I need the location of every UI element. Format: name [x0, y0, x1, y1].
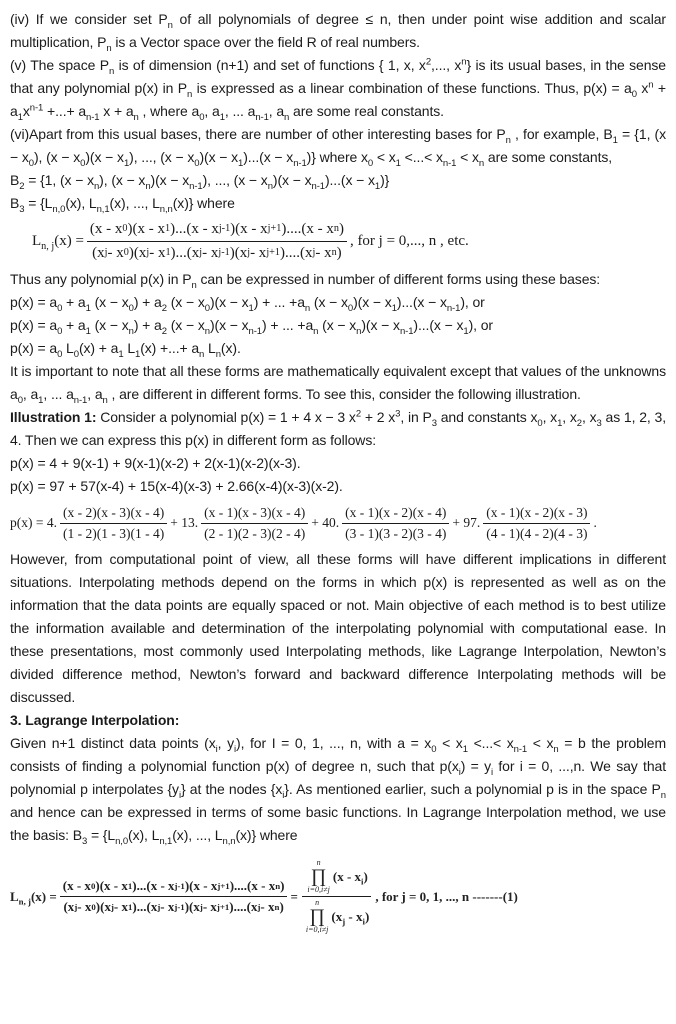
product-lower-limit: i=0,i≠j — [307, 885, 330, 895]
term-coefficient: p(x) = 4. — [10, 515, 57, 531]
term-coefficient: + 40. — [311, 515, 340, 531]
term-coefficient: + 97. — [452, 515, 481, 531]
product-fraction — [301, 859, 372, 934]
poly-form-newton-backward: $p(x) = a_0 + a_1$ $(x - x_n) + a_2$ $(x - x_n)(x - x_{n-1})$ + ... $+a_n$ $(x - x_n)(x - x_{n-1})...(x - x_1)$, or — [10, 316, 493, 337]
example-newton-backward-line: p(x) = 97 + 57(x-4) + 15(x-4)(x-3) + 2.66(x-4)(x-3)(x-2). — [10, 477, 343, 494]
illustration-text: Consider a polynomial p(x) = 1 + 4 x − 3 $x^2 + 2$ $x^3$, in $P_3$ and constants $x_0$, $x_1$, $x_2$, $x_3$ as 1, 2, 3, 4. Then we can express this p(x) in different form as follows: — [10, 407, 666, 448]
poly-form-newton-forward: $p(x) = a_0 + a_1$ $(x - x_0) + a_2$ $(x - x_0)(x - x_1)$ + ... $+a_n$ $(x - x_0)(x - x_1)...(x - x_{n-1})$, or — [10, 293, 485, 314]
product-denominator — [301, 897, 372, 934]
product-symbol — [307, 859, 329, 894]
fraction — [342, 505, 449, 544]
lagrange-basis-definition-formula — [10, 859, 666, 934]
fraction-denominator: (2 - 1)(2 - 3)(2 - 4) — [204, 526, 306, 542]
paragraph-vi: (vi)Apart from this usual bases, there are number of other interesting bases for $P_n$ , for example, $B_1 = \{1$, $(x - x_0)$, $(x - x_0)(x - x_1)$, ..., $(x - x_0)(x - x_1)...(x - x_{n-1})$} where $x_0 < x_1$ <...< $x_{n-1} < x_n$ are some constants, — [10, 126, 667, 169]
product-body: $(x - x_i)$ — [332, 868, 368, 887]
fraction-denominator: (x j - x 0 )(x j - x 1 )...(x j - x j-1 )(x j - x j+1 )....(x j - x n ) — [92, 244, 342, 261]
basis-b3-line: $B_3 = \{L_{n,0}(x)$, $L_{n,1}(x)$, ..., $L_{n,n}(x)$} where — [10, 195, 235, 215]
fraction-denominator: (1 - 2)(1 - 3)(1 - 4) — [62, 526, 165, 542]
formula-lhs: $L_{n, j}(x)$ = — [32, 232, 84, 252]
product-symbol — [306, 899, 328, 934]
fraction-numerator: (x - 2)(x - 3)(x - 4) — [60, 505, 167, 525]
fraction-numerator: (x - x 0 )(x - x 1 )...(x - x j-1 )(x - x j+1 )....(x - x n ) — [60, 878, 288, 897]
fraction-denominator: (4 - 1)(4 - 2)(4 - 3) — [486, 526, 588, 542]
product-numerator — [302, 859, 370, 897]
fraction-numerator: (x - 1)(x - 2)(x - 4) — [342, 505, 449, 525]
fraction — [201, 505, 308, 544]
section-3-heading: 3. Lagrange Interpolation: — [10, 712, 180, 729]
illustration-1-paragraph — [10, 406, 666, 452]
illustration-label: Illustration 1: — [10, 408, 97, 425]
paragraph-lagrange-interpolation: Given n+1 distinct data points ($x_i$, $y_i$), for I = 0, 1, ..., n, with $a = x_0 < x_1$ <...< $x_{n-1} < x_n = b$ the problem consists of finding a polynomial function p(x) of degree n, such that $p(x_i) = y_i$ for i = 0, ...,n. We say that polynomial p interpolates $\{y_i\}$ at the nodes $\{x_i\}$. As mentioned earlier, such a polynomial p is in the space $P_n$ and hence can be expressed in terms of some basic functions. In Lagrange Interpolation method, we use the basis: $B_3 = \{L_{n,0}(x)$, $L_{n,1}(x)$, ..., $L_{n,n}(x)$} where — [10, 735, 667, 848]
basis-b2-line: $B_2 = \{1$, $(x - x_n)$, $(x - x_n)(x - x_{n-1})$, ..., $(x - x_n)(x - x_{n-1})...(x - x_1)$} — [10, 172, 390, 192]
formula-rhs: , for j = 0, 1, ..., n -------(1) — [375, 888, 518, 904]
paragraph-computational: However, from computational point of view, all these forms will have different implications in different situations. Interpolating methods depend on the forms in which p(x) is represented as well as on the information that the data points are equally spaced or not. Main objective of each method is to best utilize the information available and determination of the interpolating polynomial with computational ease. In these presentations, most commonly used Interpolating methods, like Lagrange Interpolation, Newton’s divided difference method, Newton’s forward and backward difference Interpolating methods will be discussed. — [10, 551, 666, 706]
product-upper-limit: n — [315, 898, 320, 908]
fraction — [483, 505, 590, 544]
lagrange-basis-formula — [32, 220, 666, 263]
paragraph-v: (v) The space $P_n$ is of dimension (n+1) and set of functions { 1, x, $x^2$,..., $x^n$} is its usual bases, in the sense that any polynomial p(x) in $P_n$ is expressed as a linear combination of these functions. Thus, $p(x) = a_0$ $x^n + a_1x^{n-1}$ +...+ $a_{n-1}$ $x + a_n$ , where $a_0$, $a_1$, ... $a_{n-1}$, $a_n$ are some real constants. — [10, 56, 666, 123]
paragraph-iv: (iv) If we consider set $P_n$ of all polynomials of degree ≤ n, then under point wise addition and scalar multiplication, $P_n$ is a Vector space over the field R of real numbers. — [10, 11, 666, 54]
paragraph-equivalence: It is important to note that all these forms are mathematically equivalent except that values of the unknowns $a_0$, $a_1$, ... $a_{n-1}$, $a_n$ , are different in different forms. To see this, consider the following illustration. — [10, 362, 666, 406]
equals-sign: = — [290, 888, 298, 904]
formula-rhs: , for j = 0,..., n , etc. — [349, 232, 469, 249]
fraction-numerator: (x - 1)(x - 2)(x - 3) — [483, 505, 590, 525]
fraction-numerator: (x - x 0 )(x - x 1 )...(x - x j-1 )(x - x j+1 )....(x - x n ) — [87, 220, 347, 242]
fraction-denominator: (x j - x 0 )(x j - x 1 )...(x j - x j-1 )(x j - x j+1 )....(x j - x n ) — [63, 899, 284, 915]
fraction — [60, 878, 288, 916]
fraction-denominator: (3 - 1)(3 - 2)(3 - 4) — [345, 526, 447, 542]
pi-product-icon: ∏ — [309, 906, 325, 928]
term-coefficient: + 13. — [170, 515, 199, 531]
poly-form-lagrange: $p(x) = a_0$ $L_0(x) + a_1$ $L_1(x)$ +...+ $a_n$ $L_n(x)$. — [10, 339, 241, 360]
formula-lhs: $L_{n, j}(x)$ = — [10, 888, 57, 907]
product-body: $(x_j - x_i)$ — [331, 908, 370, 927]
formula-end-period: . — [593, 515, 597, 531]
example-newton-forward-line: p(x) = 4 + 9(x-1) + 9(x-1)(x-2) + 2(x-1)(x-2)(x-3). — [10, 454, 301, 471]
fraction-numerator: (x - 1)(x - 3)(x - 4) — [201, 505, 308, 525]
forms-intro-line: Thus any polynomial p(x) in $P_n$ can be expressed in number of different forms using these bases: — [10, 270, 601, 291]
pi-product-icon: ∏ — [310, 866, 327, 888]
lagrange-example-formula — [10, 505, 666, 544]
product-lower-limit: i=0,i≠j — [305, 925, 329, 935]
fraction — [60, 505, 167, 544]
product-upper-limit: n — [316, 858, 321, 868]
fraction — [87, 220, 347, 263]
